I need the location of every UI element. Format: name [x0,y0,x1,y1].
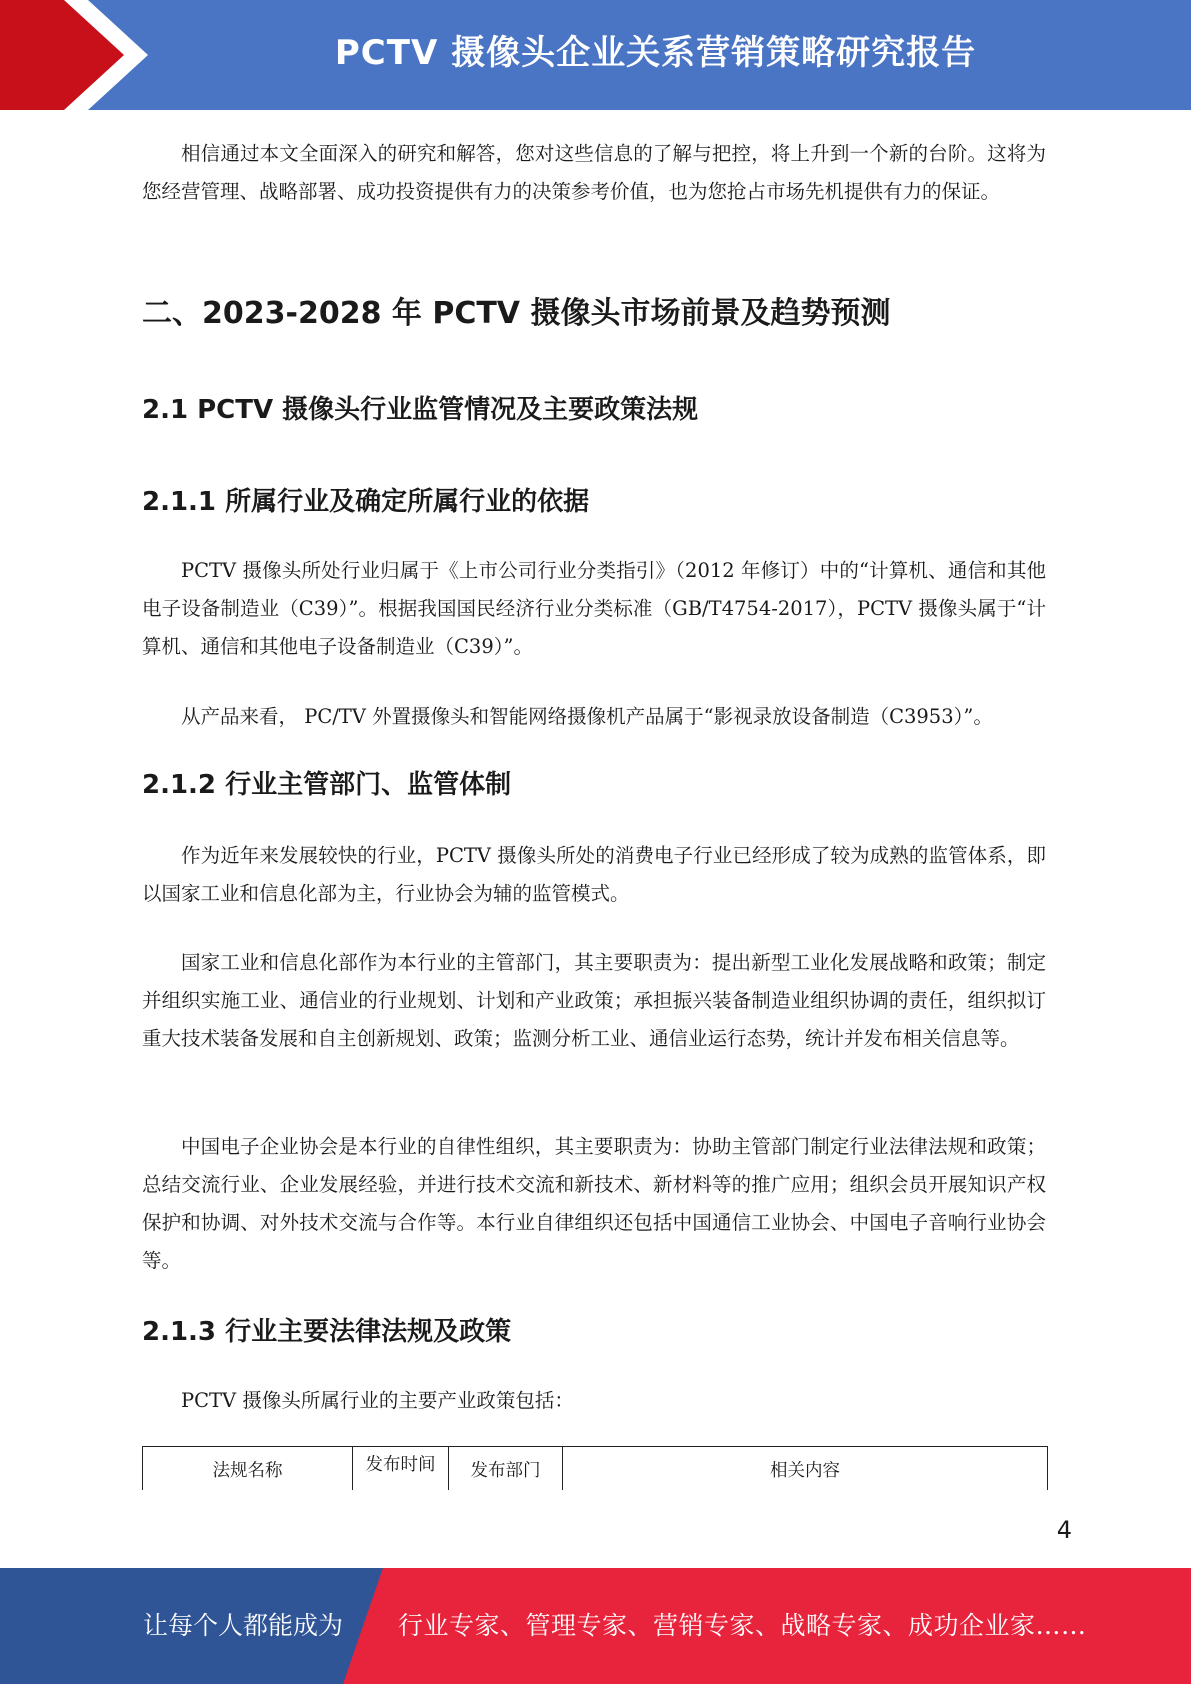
policy-table [142,1446,1048,1490]
paragraph-industry-classification: PCTV 摄像头所处行业归属于《上市公司行业分类指引》（2012 年修订）中的“计算机、通信和其他电子设备制造业（C39）”。根据我国国民经济行业分类标准（GB/T4754-2017），PCTV 摄像头属于“计算机、通信和其他电子设备制造业（C39）”。 [142,559,1046,658]
paragraph-ministry-duties: 国家工业和信息化部作为本行业的主管部门，其主要职责为：提出新型工业化发展战略和政策；制定并组织实施工业、通信业的行业规划、计划和产业政策；承担振兴装备制造业组织协调的责任，组织拟订重大技术装备发展和自主创新规划、政策；监测分析工业、通信业运行态势，统计并发布相关信息等。 [142,951,1046,1050]
subsubsection-heading-2-1-1: 2.1.1 所属行业及确定所属行业的依据 [142,487,590,517]
paragraph-policy-intro: PCTV 摄像头所属行业的主要产业政策包括： [181,1389,574,1412]
paragraph-association-duties: 中国电子企业协会是本行业的自律性组织，其主要职责为：协助主管部门制定行业法律法规和政策；总结交流行业、企业发展经验，并进行技术交流和新技术、新材料等的推广应用；组织会员开展知识产权保护和协调、对外技术交流与合作等。本行业自律组织还包括中国通信工业协会、中国电子音响行业协会等。 [142,1135,1046,1272]
header-cell-regulation-name: 法规名称 [143,1447,353,1491]
table-header-row [143,1447,1048,1491]
subsection-heading: 2.1 PCTV 摄像头行业监管情况及主要政策法规 [142,395,699,425]
section-heading: 二、2023-2028 年 PCTV 摄像头市场前景及趋势预测 [142,296,891,331]
paragraph-regulatory-system: 作为近年来发展较快的行业，PCTV 摄像头所处的消费电子行业已经形成了较为成熟的监管体系，即以国家工业和信息化部为主，行业协会为辅的监管模式。 [142,844,1046,905]
subsubsection-heading-2-1-2: 2.1.2 行业主管部门、监管体制 [142,770,512,800]
footer-slogan-right: 行业专家、管理专家、营销专家、战略专家、成功企业家…… [398,1611,1087,1640]
footer-slogan-left: 让每个人都能成为 [143,1611,344,1640]
report-header [0,0,1191,110]
header-cell-content: 相关内容 [563,1447,1048,1491]
header-chevron-icon [0,0,160,110]
subsubsection-heading-2-1-3: 2.1.3 行业主要法律法规及政策 [142,1317,512,1347]
intro-paragraph: 相信通过本文全面深入的研究和解答，您对这些信息的了解与把控，将上升到一个新的台阶。这将为您经营管理、战略部署、成功投资提供有力的决策参考价值，也为您抢占市场先机提供有力的保证。 [142,142,1046,203]
header-cell-release-date: 发布时间 [353,1447,449,1491]
report-footer [0,1568,1191,1684]
policy-table-container [142,1446,1048,1490]
report-title: PCTV 摄像头企业关系营销策略研究报告 [334,33,977,73]
header-cell-department: 发布部门 [449,1447,563,1491]
paragraph-product-classification: 从产品来看， PC/TV 外置摄像头和智能网络摄像机产品属于“影视录放设备制造（C3953）”。 [181,705,993,728]
page-number: 4 [1056,1516,1072,1544]
